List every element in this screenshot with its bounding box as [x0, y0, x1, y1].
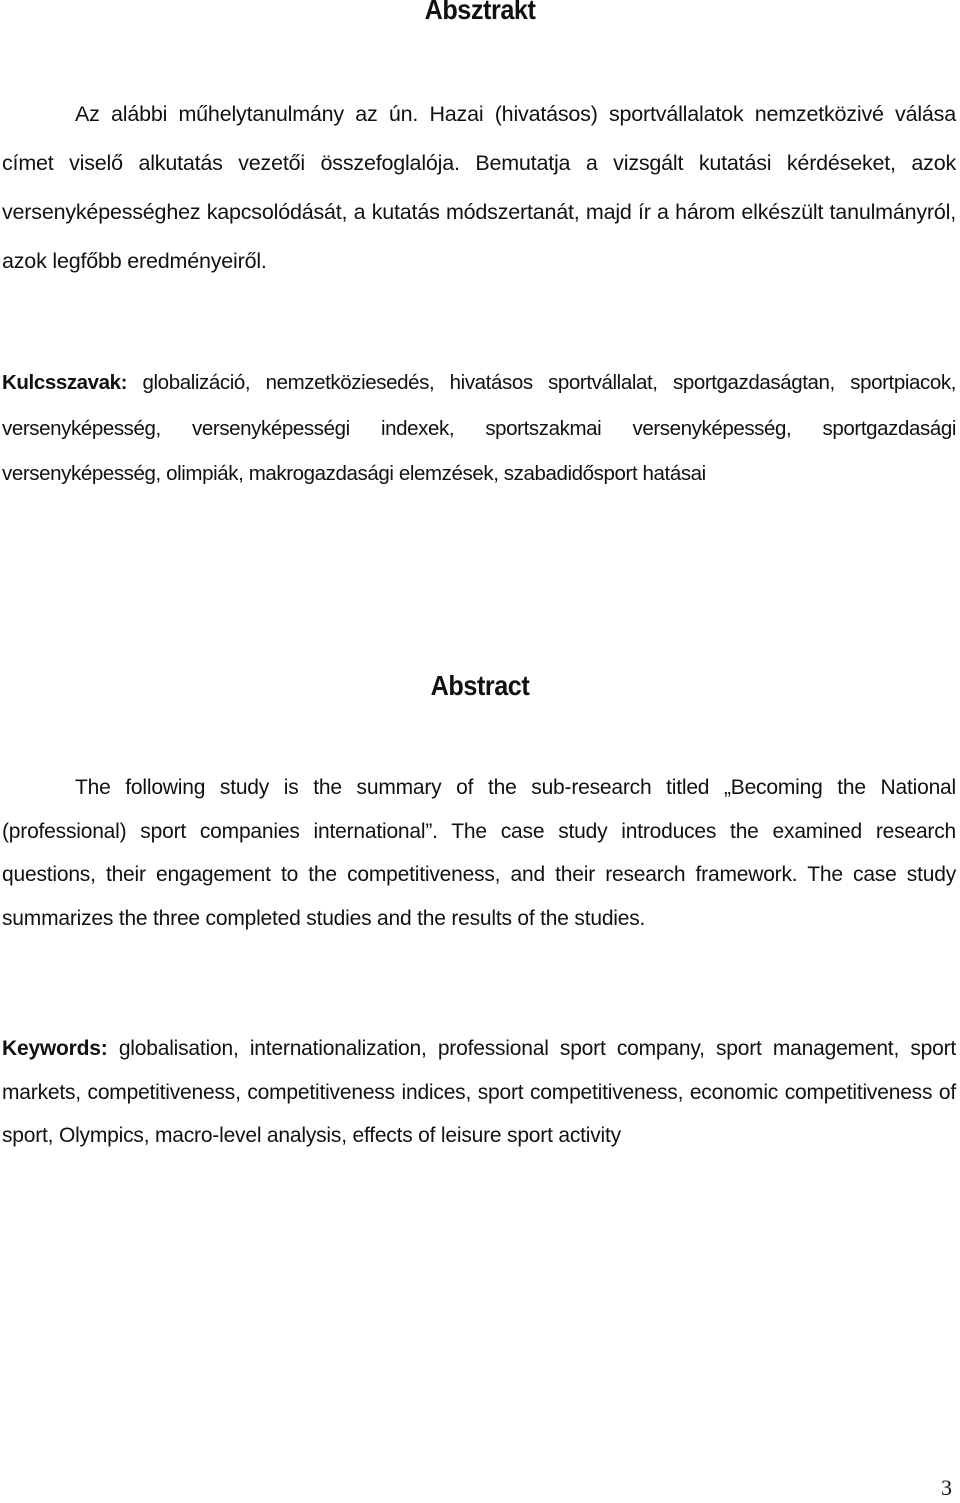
- english-keywords-label: Keywords:: [2, 1037, 108, 1060]
- hungarian-keywords: [2, 360, 956, 497]
- english-keywords: [2, 1027, 956, 1158]
- page-number: 3: [941, 1475, 952, 1500]
- english-keywords-text: globalisation, internationalization, professional sport company, sport management, sport markets, competitiveness, competitiveness indices, sport competitiveness, economic competitiveness of sport, Olympics, macro-level analysis, effects of leisure sport activity: [2, 1037, 957, 1147]
- english-abstract-title: Abstract: [430, 670, 530, 701]
- hungarian-keywords-text: globalizáció, nemzetköziesedés, hivatásos sportvállalat, sportgazdaságtan, sportpiacok, versenyképesség, versenyképességi indexek, sportszakmai versenyképesség, sportgazdasági versenyképesség, olimpiák, makrogazdasági elemzések, szabadidősport hatásai: [2, 371, 956, 485]
- hungarian-abstract-text: Az alábbi műhelytanulmány az ún. Hazai (hivatásos) sportvállalatok nemzetközivé válása címet viselő alkutatás vezetői összefoglalója. Bemutatja a vizsgált kutatási kérdéseket, azok versenyképességhez kapcsolódását, a kutatás módszertanát, majd ír a három elkészült tanulmányról, azok legfőbb eredményeiről.: [2, 102, 956, 273]
- hungarian-abstract-body: [2, 90, 956, 286]
- english-abstract-text: The following study is the summary of the sub-research titled „Becoming the National (professional) sport companies international”. The case study introduces the examined research questions, their engagement to the competitiveness, and their research framework. The case study summarizes the three completed studies and the results of the studies.: [2, 776, 956, 930]
- hungarian-abstract-title: Absztrakt: [424, 0, 536, 25]
- english-abstract-body: [2, 766, 956, 940]
- hungarian-keywords-label: Kulcsszavak:: [2, 371, 128, 394]
